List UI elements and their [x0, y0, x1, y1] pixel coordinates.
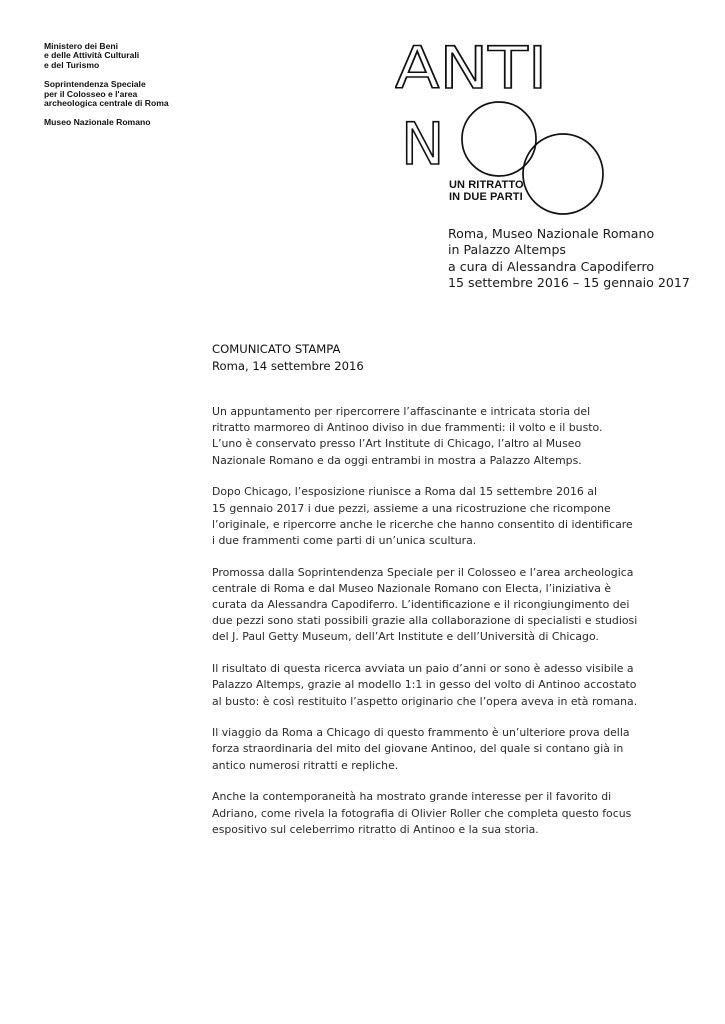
museum-name: [44, 118, 214, 127]
text-line: Adriano, come rivela la fotografia di Olivier Roller che completa questo focus: [212, 806, 632, 820]
text-line: al busto: è così restituito l’aspetto originario che l’opera aveva in età romana.: [212, 694, 638, 708]
paragraph: [212, 661, 682, 710]
paragraph: [212, 484, 682, 549]
paragraph: [212, 789, 682, 838]
text-line: Nazionale Romano e da oggi entrambi in mostra a Palazzo Altemps.: [212, 453, 582, 467]
text-line: forza straordinaria del mito del giovane Antinoo, del quale si contano già in: [212, 742, 624, 756]
soprintendenza-line: archeologica centrale di Roma: [44, 98, 169, 109]
text-line: ritratto marmoreo di Antinoo diviso in due frammenti: il volto e il busto.: [212, 421, 603, 435]
curator-line: a cura di Alessandra Capodiferro: [448, 258, 655, 274]
text-line: 15 gennaio 2017 i due pezzi, assieme a una ricostruzione che ricompone: [212, 501, 611, 515]
venue-line: in Palazzo Altemps: [448, 242, 566, 258]
text-line: Il viaggio da Roma a Chicago di questo frammento è un’ulteriore prova della: [212, 726, 630, 740]
text-line: Palazzo Altemps, grazie al modello 1:1 in gesso del volto di Antinoo accostato: [212, 678, 637, 692]
ministry-header: [44, 42, 214, 138]
press-date: Roma, 14 settembre 2016: [212, 358, 364, 373]
venue-line: Roma, Museo Nazionale Romano: [448, 226, 655, 241]
dates-line: 15 settembre 2016 – 15 gennaio 2017: [448, 274, 690, 290]
museum-line: Museo Nazionale Romano: [44, 117, 151, 128]
text-line: curata da Alessandra Capodiferro. L’identificazione e il ricongiungimento dei: [212, 598, 630, 612]
paragraph: [212, 404, 682, 469]
logo-word-top: ANTI: [395, 36, 547, 102]
soprintendenza-line: Soprintendenza Speciale: [44, 79, 146, 90]
text-line: Promossa dalla Soprintendenza Speciale per il Colosseo e l’area archeologica: [212, 565, 634, 579]
text-line: Anche la contemporaneità ha mostrato grande interesse per il favorito di: [212, 790, 612, 804]
logo-letter-n: N: [401, 110, 445, 178]
text-line: centrale di Roma e dal Museo Nazionale Romano con Electa, l’iniziativa è: [212, 581, 612, 595]
ministry-line: Ministero dei Beni: [44, 41, 119, 51]
text-line: espositivo sul celeberrimo ritratto di Antinoo e la sua storia.: [212, 822, 539, 836]
exhibition-info: [448, 226, 690, 291]
text-line: due pezzi sono stati possibili grazie alla collaborazione di specialisti e studiosi: [212, 614, 638, 628]
text-line: i due frammenti come parti di un’unica scultura.: [212, 533, 477, 547]
press-release-body: [212, 404, 682, 853]
ministry-line: e del Turismo: [44, 59, 100, 70]
ministry-name: [44, 42, 214, 70]
soprintendenza-line: per il Colosseo e l'area: [44, 88, 138, 99]
paragraph: [212, 565, 682, 646]
soprintendenza-name: [44, 80, 214, 108]
text-line: L’uno è conservato presso l’Art Institute di Chicago, l’altro al Museo: [212, 437, 582, 451]
text-line: Il risultato di questa ricerca avviata un paio d’anni or sono è adesso visibile a: [212, 662, 634, 676]
text-line: antico numerosi ritratti e repliche.: [212, 758, 399, 772]
press-title: COMUNICATO STAMPA: [212, 342, 341, 356]
press-release-heading: [212, 341, 364, 374]
logo-subtitle: [449, 180, 524, 203]
logo-subtitle-line: IN DUE PARTI: [449, 190, 523, 203]
logo-subtitle-line: UN RITRATTO: [449, 179, 524, 191]
text-line: l’originale, e ripercorre anche le ricerche che hanno consentito di identificare: [212, 517, 633, 531]
text-line: Un appuntamento per ripercorrere l’affascinante e intricata storia del: [212, 405, 591, 418]
text-line: del J. Paul Getty Museum, dell’Art Institute e dell’Università di Chicago.: [212, 630, 599, 644]
ministry-line: e delle Attività Culturali: [44, 50, 140, 61]
paragraph: [212, 725, 682, 774]
text-line: Dopo Chicago, l’esposizione riunisce a Roma dal 15 settembre 2016 al: [212, 485, 597, 499]
logo-circle-right: [523, 134, 603, 214]
